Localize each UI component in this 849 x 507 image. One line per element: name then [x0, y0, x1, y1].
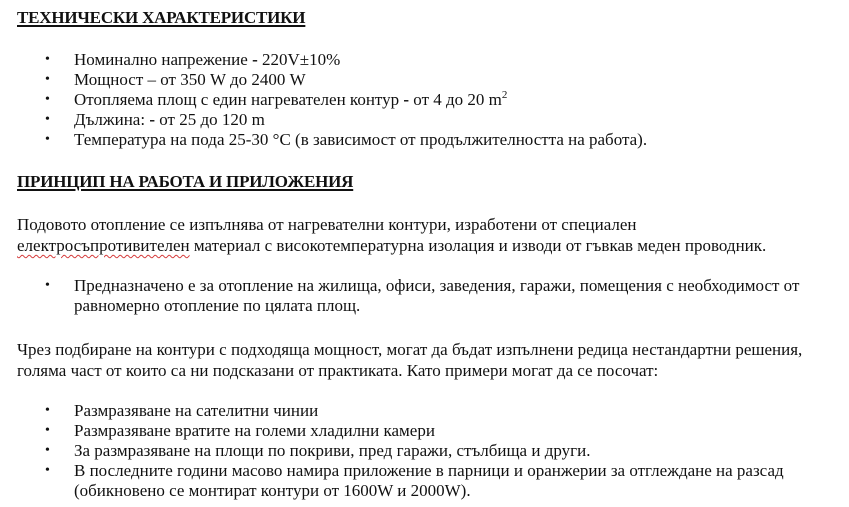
heading-technical-specs: ТЕХНИЧЕСКИ ХАРАКТЕРИСТИКИ: [17, 8, 306, 27]
list-item-line: равномерно отопление по цялата площ.: [74, 296, 361, 315]
paragraph-intro: [17, 214, 766, 256]
list-item: [17, 441, 784, 461]
misspelled-word[interactable]: електросъпротивителен: [17, 236, 190, 255]
bullet-icon: •: [45, 72, 50, 87]
spec-text: Номинално напрежение: [74, 50, 253, 69]
list-item: [17, 110, 647, 130]
example-text: В последните години масово намира приложение в парници и оранжерии за отглеждане на разсад: [74, 461, 784, 480]
list-item: [17, 50, 647, 70]
spec-value: 220V±10%: [257, 50, 341, 69]
spec-value: от 25 до 120 m: [155, 110, 265, 129]
list-item: [17, 70, 647, 90]
paragraph-examples-intro: [17, 339, 802, 381]
example-text: Размразяване на сателитни чинии: [74, 401, 319, 420]
list-item: [17, 461, 784, 501]
example-text: Размразяване вратите на големи хладилни камери: [74, 421, 435, 440]
spec-text: Дължина:: [74, 110, 150, 129]
specs-list: [17, 50, 647, 150]
list-item: [17, 401, 784, 421]
bullet-icon: •: [45, 52, 50, 67]
example-text: (обикновено се монтират контури от 1600W и 2000W).: [74, 481, 471, 500]
bullet-icon: •: [45, 443, 50, 458]
list-item: [17, 90, 647, 110]
list-item: [17, 276, 799, 316]
paragraph-line: Чрез подбиране на контури с подходяща мощност, могат да бъдат изпълнени редица нестандартни решения,: [17, 340, 803, 359]
paragraph-line: Подовото отопление се изпълнява от нагревателни контури, изработени от специален: [17, 215, 637, 234]
bullet-icon: •: [45, 463, 50, 478]
paragraph-line: [17, 235, 766, 256]
spec-separator: -: [252, 50, 258, 69]
paragraph-text: материал с високотемпературна изолация и изводи от гъвкав меден проводник.: [189, 236, 767, 255]
list-item: [17, 421, 784, 441]
purpose-list: [17, 276, 799, 316]
bullet-icon: •: [45, 423, 50, 438]
spec-separator: -: [149, 110, 156, 129]
bullet-icon: •: [45, 92, 50, 107]
bullet-icon: •: [45, 132, 50, 147]
list-item-line: Предназначено е за отопление на жилища, офиси, заведения, гаражи, помещения с необходимост от: [74, 276, 800, 295]
example-text: За размразяване на площи по покриви, пред гаражи, стълбища и други.: [74, 441, 591, 460]
heading-principle-applications: ПРИНЦИП НА РАБОТА И ПРИЛОЖЕНИЯ: [17, 172, 354, 191]
spec-text: Отопляема площ с един нагревателен контур: [74, 90, 404, 109]
spec-value: от 4 до 20 m: [409, 90, 502, 109]
examples-list: [17, 401, 784, 501]
bullet-icon: •: [45, 278, 50, 293]
spec-separator: -: [403, 90, 410, 109]
spec-text: Температура на пода 25-30 °С (в зависимост от продължителността на работа).: [74, 130, 648, 149]
bullet-icon: •: [45, 403, 50, 418]
paragraph-line: голяма част от които са ни подсказани от практиката. Като примери могат да се посочат:: [17, 361, 659, 380]
superscript-exponent: 2: [501, 89, 508, 101]
bullet-icon: •: [45, 112, 50, 127]
list-item: [17, 130, 647, 150]
spec-text: Мощност – от 350 W до 2400 W: [74, 70, 306, 89]
